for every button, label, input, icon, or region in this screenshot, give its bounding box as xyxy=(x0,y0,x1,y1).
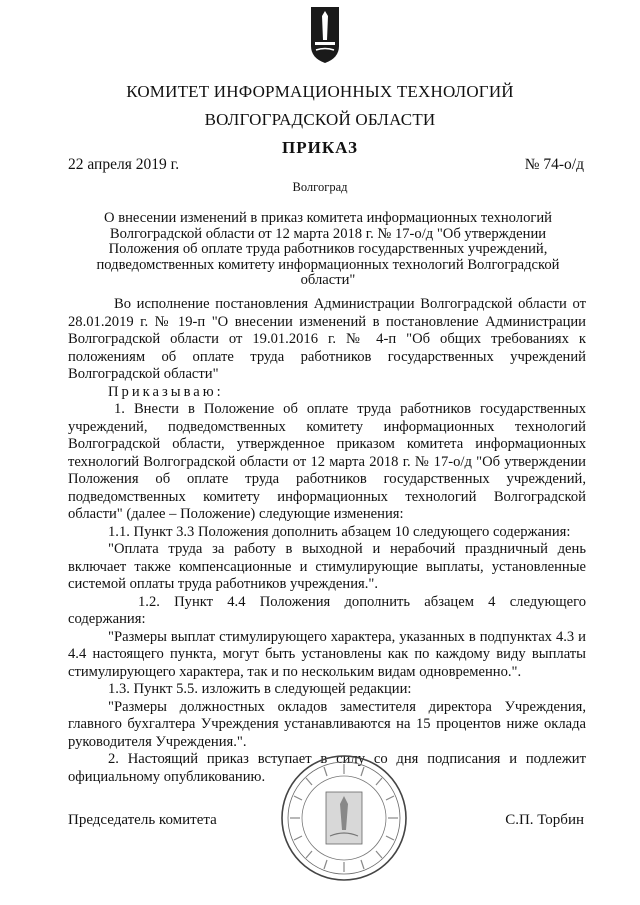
coat-of-arms-icon xyxy=(310,6,340,64)
orders-heading xyxy=(68,384,586,402)
item-1-3: 1.3. Пункт 5.5. изложить в следующей редакции: xyxy=(108,681,412,697)
org-name-line2: ВОЛГОГРАДСКОЙ ОБЛАСТИ xyxy=(204,110,436,129)
official-seal-icon xyxy=(278,752,410,884)
order-number: № 74-о/д xyxy=(524,156,584,173)
item-1: 1. Внести в Положение об оплате труда работников государственных учреждений, подведомственных комитету информационных технологий Волгоградской области, утвержденное приказом комитета информационных технологий Волгоградской области от 12 марта 2018 г. № 17-о/д "Об утверждении Положения об оплате труда работников государственных учреждений, подведомственных комитету информационных технологий Волгоградской области" (далее – Положение) следующие изменения: xyxy=(68,401,586,522)
orders-text: Приказываю: xyxy=(108,383,224,400)
document-type: ПРИКАЗ xyxy=(282,138,358,157)
order-subject: О внесении изменений в приказ комитета информационных технологий Волгоградской области от 12 марта 2018 г. № 17-о/д "Об утверждении Положения об оплате труда работников государственных учреждений, подведомственных комитету информационных технологий Волгоградской области" xyxy=(96,210,560,289)
item-2: 2. Настоящий приказ вступает в силу со дня подписания и подлежит официальному опубликованию. xyxy=(68,751,586,785)
item-1-1: 1.1. Пункт 3.3 Положения дополнить абзацем 10 следующего содержания: xyxy=(108,523,571,540)
org-name-line1: КОМИТЕТ ИНФОРМАЦИОННЫХ ТЕХНОЛОГИЙ xyxy=(126,82,514,101)
order-date: 22 апреля 2019 г. xyxy=(68,156,180,173)
item-1-1-text: "Оплата труда за работу в выходной и нерабочий праздничный день включает также компенсационные и стимулирующие выплаты, установленные системой оплаты труда работников учреждения.". xyxy=(68,541,586,592)
order-city: Волгоград xyxy=(292,180,348,194)
signatory-title: Председатель комитета xyxy=(68,812,217,828)
item-1-2-text: "Размеры выплат стимулирующего характера, указанных в подпунктах 4.3 и 4.4 настоящего пункта, могут быть установлены как по каждому виду выплаты стимулирующего характера, так и по нескольким видам одновременно.". xyxy=(68,628,586,680)
item-1-3-text: "Размеры должностных окладов заместителя директора Учреждения, главного бухгалтера Учреждения устанавливаются на 15 процентов ниже оклада руководителя Учреждения.". xyxy=(68,698,586,750)
item-1-2: 1.2. Пункт 4.4 Положения дополнить абзацем 4 следующего содержания: xyxy=(68,593,586,627)
order-body xyxy=(68,296,586,786)
signatory-name: С.П. Торбин xyxy=(505,812,584,828)
preamble-paragraph: Во исполнение постановления Администрации Волгоградской области от 28.01.2019 г. № 19-п "О внесении изменений в постановление Администрации Волгоградской области от 19.01.2016 г. № 4-п "Об общих требованиях к положениям об оплате труда работников государственных учреждений Волгоградской области" xyxy=(68,296,586,382)
